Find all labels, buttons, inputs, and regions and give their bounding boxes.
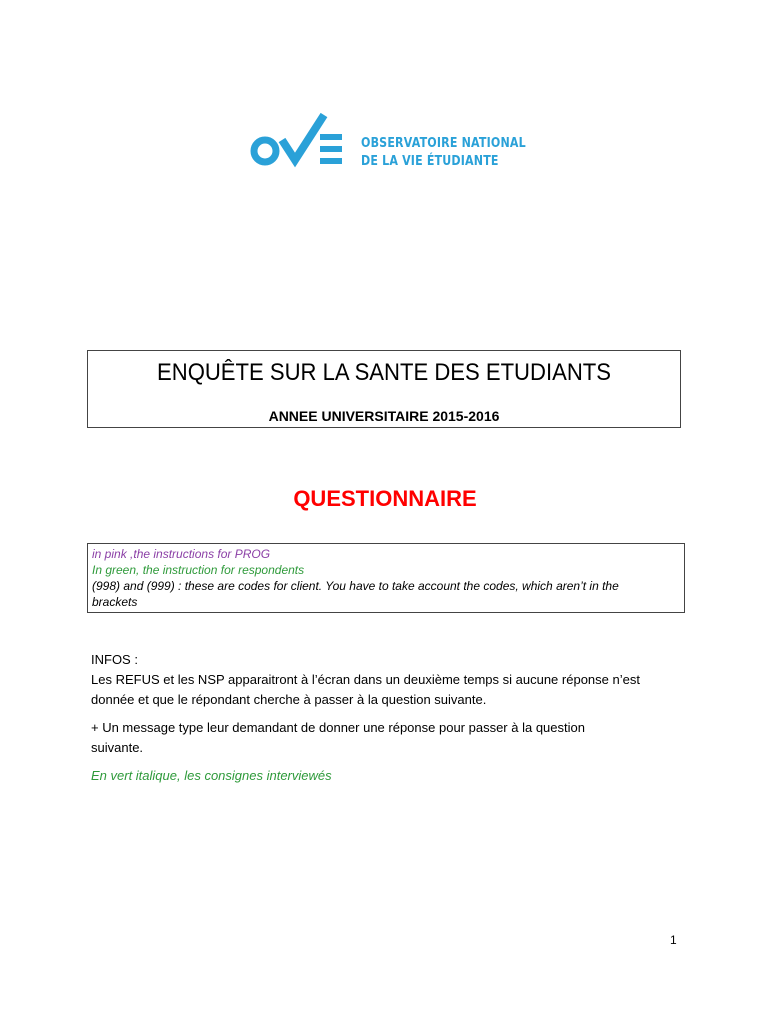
logo-line-1: OBSERVATOIRE NATIONAL (361, 135, 526, 151)
infos-paragraph-1-line-2: donnée et que le répondant cherche à passer à la question suivante. (91, 692, 487, 707)
legend-codes-line: (998) and (999) : these are codes for client. You have to take account the codes, which aren’t in the (92, 579, 619, 593)
legend-respondent-instructions: In green, the instruction for respondents (92, 563, 305, 577)
page-number: 1 (670, 933, 677, 947)
logo-text (361, 134, 526, 170)
legend-codes-line-2: brackets (92, 595, 138, 609)
infos-section (91, 650, 691, 786)
logo-line-2: DE LA VIE ÉTUDIANTE (361, 153, 499, 169)
infos-heading: INFOS : (91, 652, 138, 667)
infos-paragraph-2-line-1: + Un message type leur demandant de donner une réponse pour passer à la question (91, 720, 585, 735)
document-title: ENQUÊTE SUR LA SANTE DES ETUDIANTS (157, 359, 611, 386)
academic-year: ANNEE UNIVERSITAIRE 2015-2016 (268, 408, 500, 424)
questionnaire-heading: QUESTIONNAIRE (293, 486, 477, 511)
infos-green-note: En vert italique, les consignes interviewés (91, 768, 332, 783)
infos-paragraph-2-line-2: suivante. (91, 740, 144, 755)
ove-logo (248, 108, 528, 172)
infos-paragraph-1-line-1: Les REFUS et les NSP apparaitront à l’écran dans un deuxième temps si aucune réponse n’est (91, 672, 640, 687)
legend-prog-instructions: in pink ,the instructions for PROG (92, 547, 271, 561)
ove-logo-mark-icon (248, 108, 348, 172)
legend-box (87, 543, 685, 613)
title-box (87, 350, 681, 428)
